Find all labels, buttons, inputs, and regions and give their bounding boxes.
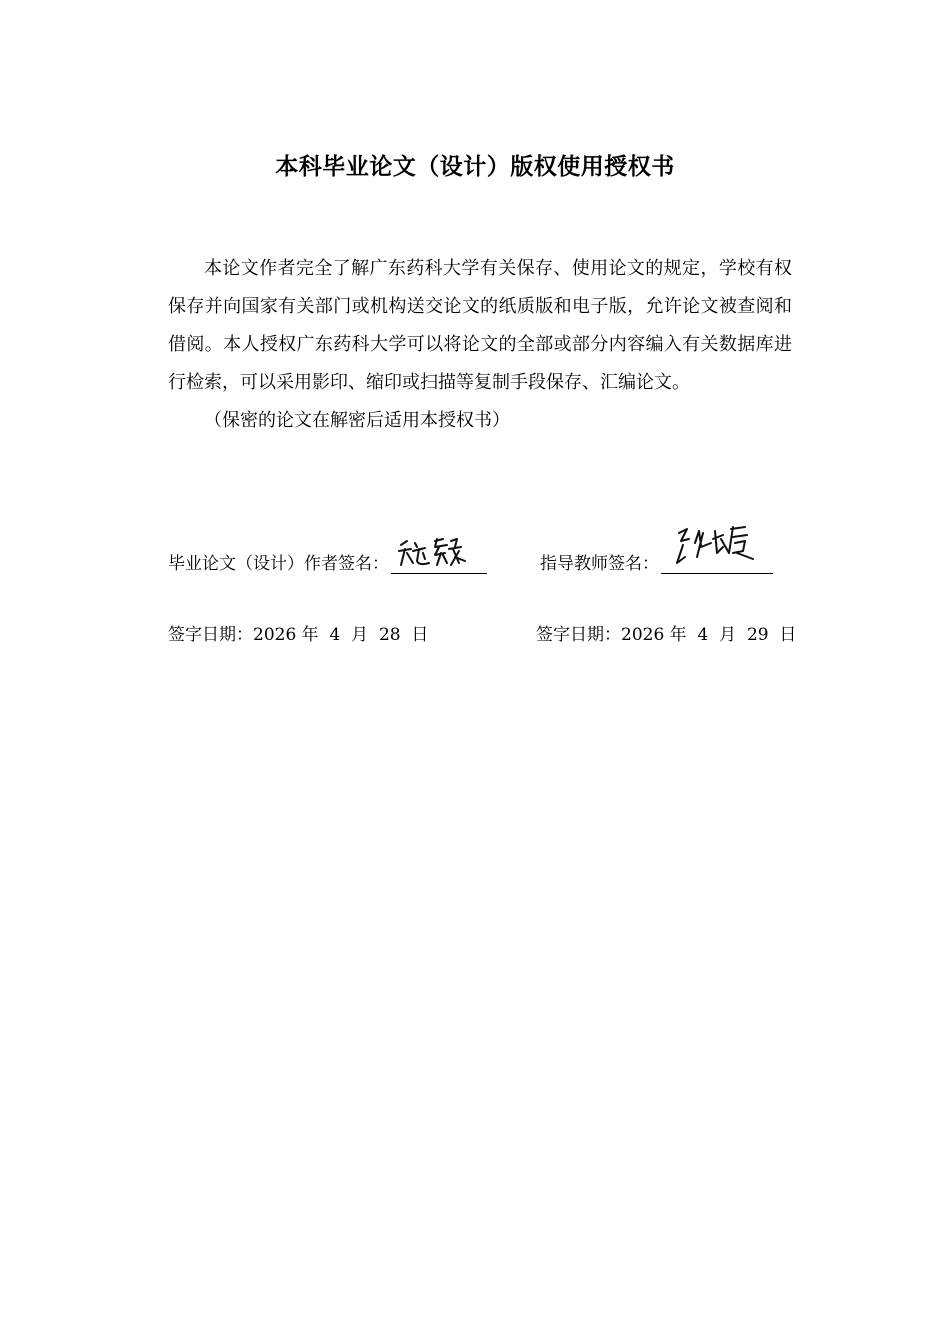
date-month-unit: 月	[351, 625, 369, 645]
date-day-unit: 日	[779, 625, 797, 645]
author-handwritten-signature	[395, 533, 475, 573]
date-year-unit: 年	[301, 625, 319, 645]
date-month: 4	[697, 625, 709, 645]
date-label: 签字日期：	[536, 625, 621, 645]
advisor-signature-line	[661, 551, 773, 574]
confidential-note: （保密的论文在解密后适用本授权书）	[204, 410, 510, 431]
document-title: 本科毕业论文（设计）版权使用授权书	[275, 154, 675, 180]
author-signature-row	[168, 538, 487, 574]
author-sign-date	[168, 620, 428, 645]
advisor-handwritten-signature	[671, 523, 761, 573]
advisor-sign-date	[536, 620, 796, 645]
date-year: 2026	[621, 625, 665, 645]
advisor-signature-row	[540, 538, 773, 574]
date-day-unit: 日	[411, 625, 429, 645]
date-day: 29	[746, 625, 769, 645]
authorization-paragraph: 本论文作者完全了解广东药科大学有关保存、使用论文的规定，学校有权保存并向国家有关部门或机构送交论文的纸质版和电子版，允许论文被查阅和借阅。本人授权广东药科大学可以将论文的全部或部分内容编入有关数据库进行检索，可以采用影印、缩印或扫描等复制手段保存、汇编论文。	[168, 258, 792, 393]
date-month-unit: 月	[719, 625, 737, 645]
author-signature-line	[391, 551, 487, 574]
date-year: 2026	[253, 625, 297, 645]
advisor-signature-label: 指导教师签名：	[540, 554, 659, 574]
author-signature-label: 毕业论文（设计）作者签名：	[168, 554, 389, 574]
date-year-unit: 年	[669, 625, 687, 645]
date-label: 签字日期：	[168, 625, 253, 645]
date-day: 28	[378, 625, 401, 645]
date-month: 4	[329, 625, 341, 645]
